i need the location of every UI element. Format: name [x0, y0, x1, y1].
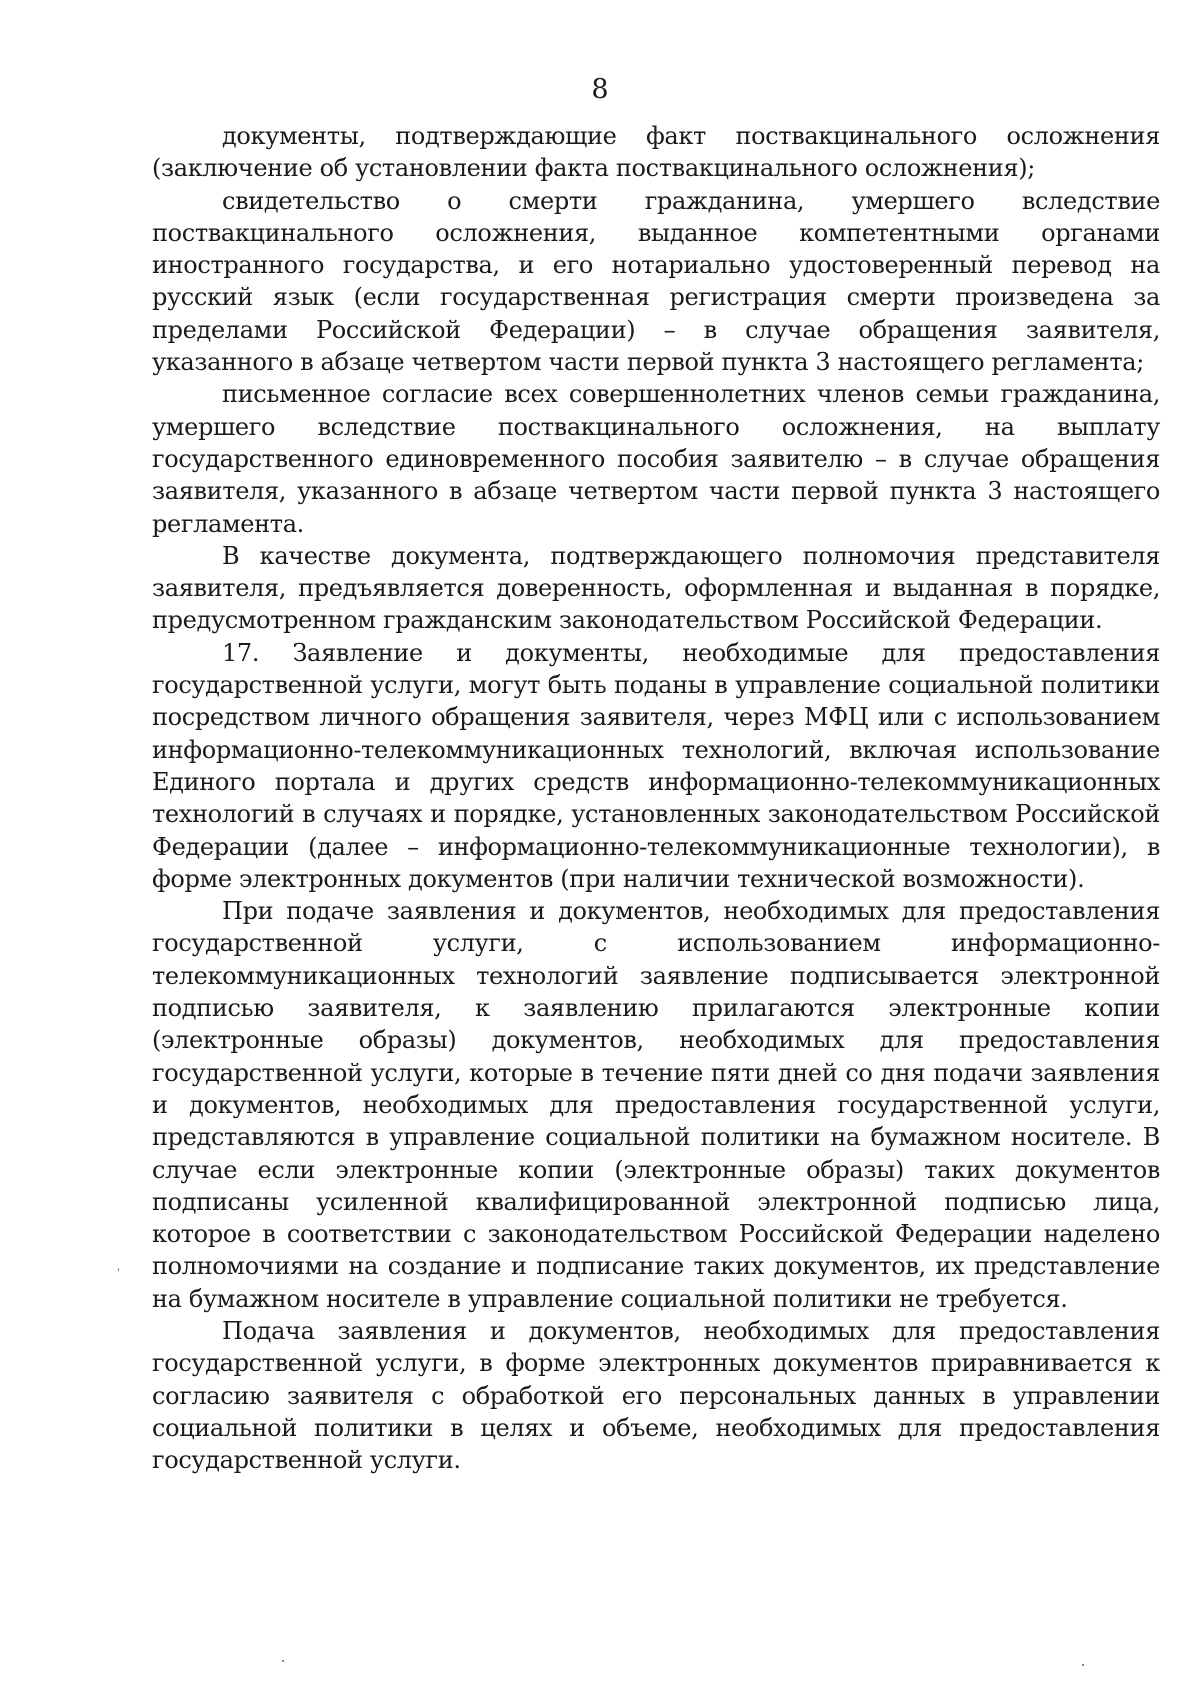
paragraph-personal-data-consent: Подача заявления и документов, необходимых для предоставления государственной услуги, в форме электронных документов приравнивается к согласию заявителя с обработкой его персональных данных в управлении социальной политики в целях и объеме, необходимых для предоставления государственной услуги. — [152, 1316, 1160, 1475]
scan-mark-left — [118, 1268, 119, 1271]
paragraph-electronic-submission: При подаче заявления и документов, необходимых для предоставления государственной услуги, с использованием информационно-телекоммуникационных технологий заявление подписывается электронной подписью заявителя, к заявлению прилагаются электронные копии (электронные образы) документов, необходимых для предоставления государственной услуги, которые в течение пяти дней со дня подачи заявления и документов, необходимых для предоставления государственной услуги, представляются в управление социальной политики на бумажном носителе. В случае если электронные копии (электронные образы) таких документов подписаны усиленной квалифицированной электронной подписью лица, которое в соответствии с законодательством Российской Федерации наделено полномочиями на создание и подписание таких документов, их представление на бумажном носителе в управление социальной политики не требуется. — [152, 897, 1160, 1313]
scan-mark-bottom-left — [282, 1660, 284, 1662]
paragraph-death-certificate: свидетельство о смерти гражданина, умершего вследствие поствакцинального осложнения, выданное компетентными органами иностранного государства, и его нотариально удостоверенный перевод на русский язык (если государственная регистрация смерти произведена за пределами Российской Федерации) – в случае обращения заявителя, указанного в абзаце четвертом части первой пункта 3 настоящего регламента; — [152, 186, 1160, 377]
document-body — [152, 120, 1160, 1476]
paragraph-written-consent: письменное согласие всех совершеннолетних членов семьи гражданина, умершего вследствие поствакцинального осложнения, на выплату государственного единовременного пособия заявителю – в случае обращения заявителя, указанного в абзаце четвертом части первой пункта 3 настоящего регламента. — [152, 380, 1160, 538]
paragraph-documents-confirming-complication: документы, подтверждающие факт поствакцинального осложнения (заключение об установлении факта поствакцинального осложнения); — [152, 122, 1160, 183]
paragraph-item-17: 17. Заявление и документы, необходимые для предоставления государственной услуги, могут быть поданы в управление социальной политики посредством личного обращения заявителя, через МФЦ или с использованием информационно-телекоммуникационных технологий, включая использование Единого портала и других средств информационно-телекоммуникационных технологий в случаях и порядке, установленных законодательством Российской Федерации (далее – информационно-телекоммуникационные технологии), в форме электронных документов (при наличии технической возможности). — [152, 638, 1160, 893]
scan-mark-bottom-right — [1082, 1664, 1084, 1666]
paragraph-power-of-attorney: В качестве документа, подтверждающего полномочия представителя заявителя, предъявляется доверенность, оформленная и выданная в порядке, предусмотренном гражданским законодательством Российской Федерации. — [152, 541, 1160, 635]
page-number: 8 — [591, 74, 609, 105]
